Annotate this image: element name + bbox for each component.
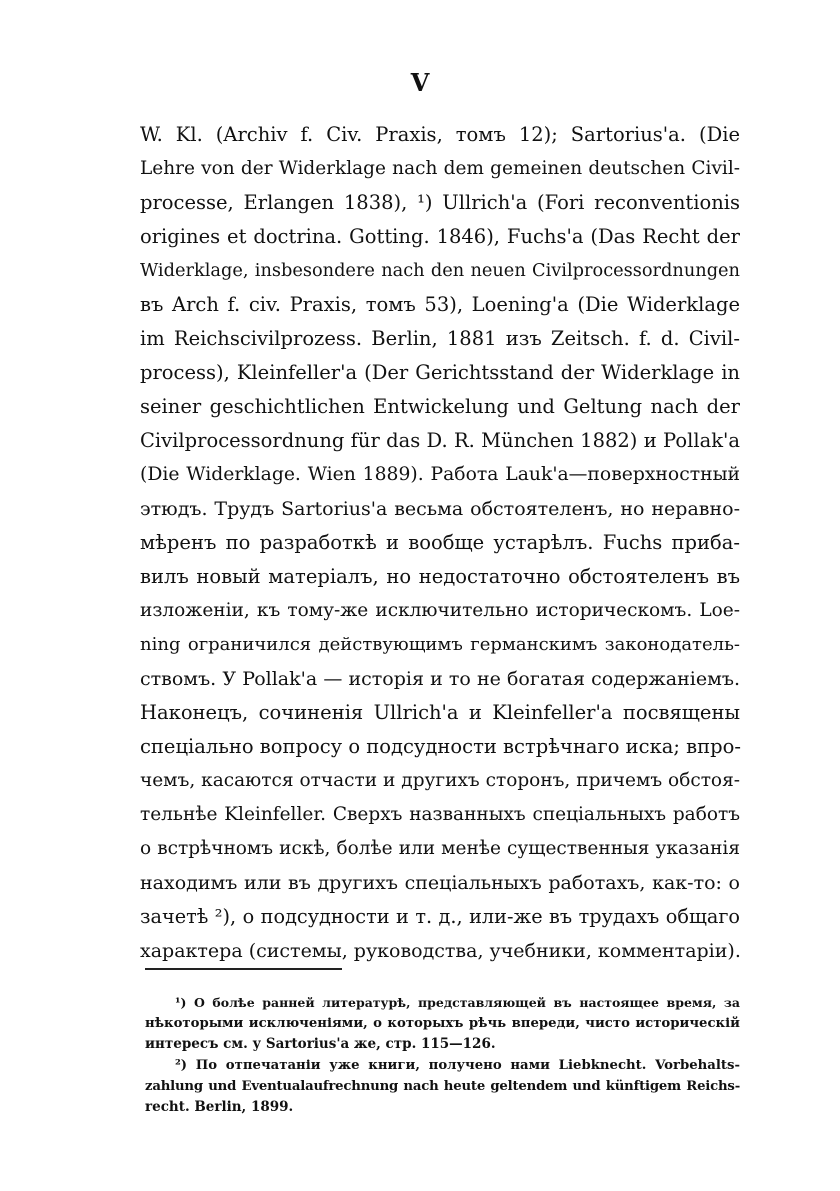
text-line: ning ограничился действующимъ германскимъ законодатель-	[140, 634, 740, 655]
text-line: Widerklage, insbesondere nach den neuen Civilprocessordnungen	[140, 261, 740, 281]
text-line: зачетѣ ²), о подсудности и т. д., или-же въ трудахъ общаго	[140, 905, 740, 928]
footnote-2-line: ²) По отпечатаніи уже книги, получено нами Liebknecht. Vorbehalts-	[175, 1058, 740, 1073]
text-line: въ Arch f. civ. Praxis, томъ 53), Loening'a (Die Widerklage	[140, 293, 740, 316]
footnote-separator	[145, 968, 342, 970]
main-text	[140, 118, 740, 968]
footnote-2-line: zahlung und Eventualaufrechnung nach heute geltendem und künftigem Reichs-	[145, 1079, 740, 1094]
text-line: (Die Widerklage. Wien 1889). Работа Lauk'a—поверхностный	[140, 464, 740, 485]
text-line: вилъ новый матеріалъ, но недостаточно обстоятеленъ въ	[140, 565, 740, 588]
text-line: Наконецъ, сочиненія Ullrich'a и Kleinfeller'a посвящены	[140, 701, 740, 724]
text-line: этюдъ. Трудъ Sartorius'a весьма обстоятеленъ, но неравно-	[140, 498, 740, 520]
text-line: Civilprocessordnung für das D. R. München 1882) и Pollak'a	[140, 429, 740, 452]
footnote-2-line: recht. Berlin, 1899.	[145, 1099, 294, 1115]
text-line: Lehre von der Widerklage nach dem gemeinen deutschen Civil-	[140, 158, 740, 179]
footnote-1-line: интересъ см. у Sartorius'a же, стр. 115—126.	[145, 1036, 496, 1052]
text-line: тельнѣе Kleinfeller. Сверхъ названныхъ спеціальныхъ работъ	[140, 804, 740, 825]
text-line: о встрѣчномъ искѣ, болѣе или менѣе существенныя указанія	[140, 838, 740, 859]
text-line: характера (системы, руководства, учебники, комментаріи).	[140, 940, 741, 962]
text-line: ствомъ. У Pollak'a — исторія и то не богатая содержаніемъ.	[140, 668, 740, 690]
text-line: origines et doctrina. Gotting. 1846), Fuchs'a (Das Recht der	[140, 225, 740, 248]
footnote-1-line: ¹) О болѣе ранней литературѣ, представляющей въ настоящее время, за	[175, 995, 740, 1010]
text-line: находимъ или въ другихъ спеціальныхъ работахъ, как-то: о	[140, 872, 740, 894]
text-line: im Reichscivilprozess. Berlin, 1881 изъ Zeitsch. f. d. Civil-	[140, 327, 740, 350]
text-line: processe, Erlangen 1838), ¹) Ullrich'a (Fori reconventionis	[140, 191, 740, 214]
text-line: process), Kleinfeller'a (Der Gerichtsstand der Widerklage in	[140, 361, 740, 384]
text-line: seiner geschichtlichen Entwickelung und Geltung nach der	[140, 395, 740, 418]
text-line: W. Kl. (Archiv f. Civ. Praxis, томъ 12); Sartorius'a. (Die	[140, 123, 740, 146]
text-line: мѣренъ по разработкѣ и вообще устарѣлъ. Fuchs приба-	[140, 531, 740, 554]
footnote-1-line: нѣкоторыми исключеніями, о которыхъ рѣчь впереди, чисто историческій	[145, 1016, 740, 1031]
text-line: чемъ, касаются отчасти и другихъ сторонъ, причемъ обстоя-	[140, 770, 740, 791]
text-line: изложеніи, къ тому-же исключительно историческомъ. Loe-	[140, 600, 740, 621]
footnotes	[145, 992, 740, 1118]
text-line: спеціально вопросу о подсудности встрѣчнаго иска; впро-	[140, 735, 741, 758]
page-number: V	[410, 68, 430, 97]
